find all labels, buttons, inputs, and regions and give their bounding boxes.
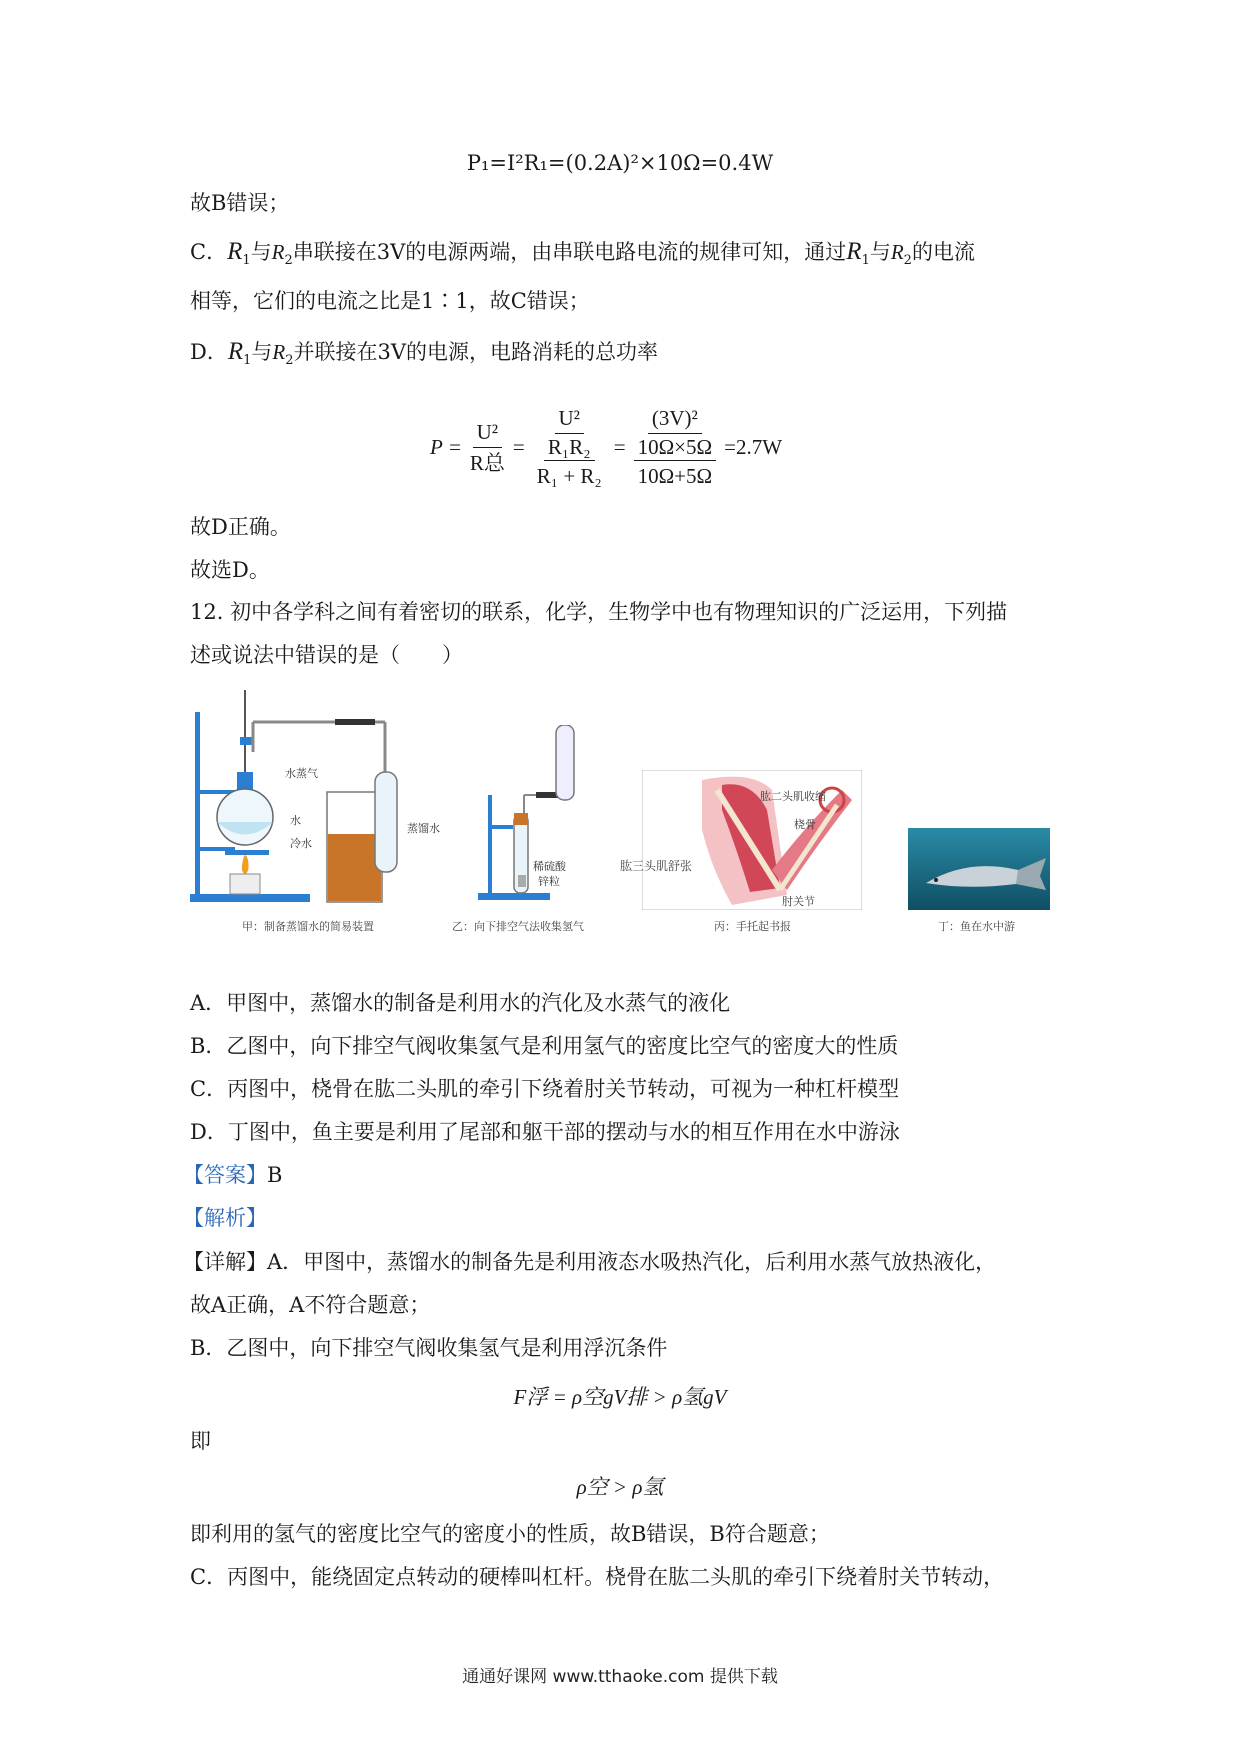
detail-b-line2: 即利用的氢气的密度比空气的密度小的性质，故B错误，B符合题意； (190, 1522, 830, 1546)
caption-jia: 甲：制备蒸馏水的简易装置 (242, 920, 374, 933)
answer (183, 1160, 1053, 1190)
question-line-2: 述或说法中错误的是（ ） (190, 643, 463, 667)
figure-yi (478, 725, 628, 910)
option-b: B．乙图中，向下排空气阀收集氢气是利用氢气的密度比空气的密度大的性质 (190, 1034, 899, 1058)
figure-bing (642, 770, 862, 910)
label-elbow: 肘关节 (782, 895, 815, 908)
text-d-correct: 故D正确。 (190, 515, 291, 539)
label-distilled-water: 蒸馏水 (407, 822, 440, 835)
label-zinc: 锌粒 (538, 875, 560, 888)
question-line-1: 12. 初中各学科之间有着密切的联系，化学，生物学中也有物理知识的广泛运用，下列描 (190, 600, 1008, 624)
caption-bing: 丙：手托起书报 (714, 920, 791, 933)
footer: 通通好课网 www.tthaoke.com 提供下载 (462, 1667, 778, 1687)
option-d: D．丁图中，鱼主要是利用了尾部和躯干部的摆动与水的相互作用在水中游泳 (190, 1120, 900, 1144)
equation-p1: P₁=I²R₁=(0.2A)²×10Ω=0.4W (466, 151, 774, 175)
analysis-label: 【解析】 (183, 1206, 267, 1230)
option-c: C．丙图中，桡骨在肱二头肌的牵引下绕着肘关节转动，可视为一种杠杆模型 (190, 1077, 900, 1101)
label-biceps: 肱二头肌收缩 (760, 790, 826, 803)
figure-ding (908, 828, 1050, 910)
equation-buoyancy: F浮 = ρ空gV排 > ρ氢gV (513, 1385, 727, 1409)
caption-ding: 丁：鱼在水中游 (938, 920, 1015, 933)
detail-a-line2: 故A正确，A不符合题意； (190, 1293, 431, 1317)
label-water: 水 (290, 814, 301, 827)
answer-value: B (267, 1163, 283, 1187)
text-b-wrong: 故B错误； (190, 191, 290, 215)
label-triceps: 肱三头肌舒张 (620, 859, 693, 873)
text-ji: 即 (190, 1429, 211, 1453)
label-radius: 桡骨 (794, 818, 816, 831)
text-c-line1: C．$R_1$与$R_2$串联接在3V的电源两端，由串联电路电流的规律可知，通过$R_1$与$R_2$的电流 (190, 238, 975, 269)
text-c-line2: 相等，它们的电流之比是1∶1，故C错误； (190, 289, 590, 313)
equation-power: P = $\frac{\text{U²}}{\text{R总}}$ = $\frac{\text{U²}}{\frac{\text{R₁R₂}}{\text{R₁ + R₂}}}$ = $\frac{\text{(3V)²}}{\frac{10\Omega\times 5\Omega}{10\Omega+5\Omega}}$ =2.7W (430, 392, 782, 502)
text-choose: 故选D。 (190, 558, 270, 582)
label-water-vapor: 水蒸气 (285, 767, 318, 780)
caption-yi: 乙：向下排空气法收集氢气 (452, 920, 584, 933)
answer-label: 【答案】 (183, 1163, 267, 1187)
detail-a-line1: 【详解】A．甲图中，蒸馏水的制备先是利用液态水吸热汽化，后利用水蒸气放热液化， (183, 1250, 997, 1274)
text-d-line: D．$R_1$与$R_2$并联接在3V的电源，电路消耗的总功率 (190, 338, 659, 369)
fraction-3: $\frac{\text{(3V)²}}{\frac{10\Omega\times 5\Omega}{10\Omega+5\Omega}}$ (630, 403, 721, 491)
fraction-1: $\frac{\text{U²}}{\text{R总}}$ (466, 417, 509, 478)
equation-density: ρ空 > ρ氢 (576, 1475, 664, 1499)
figure-jia (185, 682, 475, 910)
detail-c-line1: C．丙图中，能绕固定点转动的硬棒叫杠杆。桡骨在肱二头肌的牵引下绕着肘关节转动， (190, 1565, 1005, 1589)
detail-b-line1: B．乙图中，向下排空气阀收集氢气是利用浮沉条件 (190, 1336, 668, 1360)
label-cold-water: 冷水 (290, 837, 312, 850)
option-a: A．甲图中，蒸馏水的制备是利用水的汽化及水蒸气的液化 (190, 991, 731, 1015)
label-sulfuric-acid: 稀硫酸 (533, 860, 566, 873)
fraction-2: $\frac{\text{U²}}{\frac{\text{R₁R₂}}{\text{R₁ + R₂}}}$ (529, 403, 610, 491)
